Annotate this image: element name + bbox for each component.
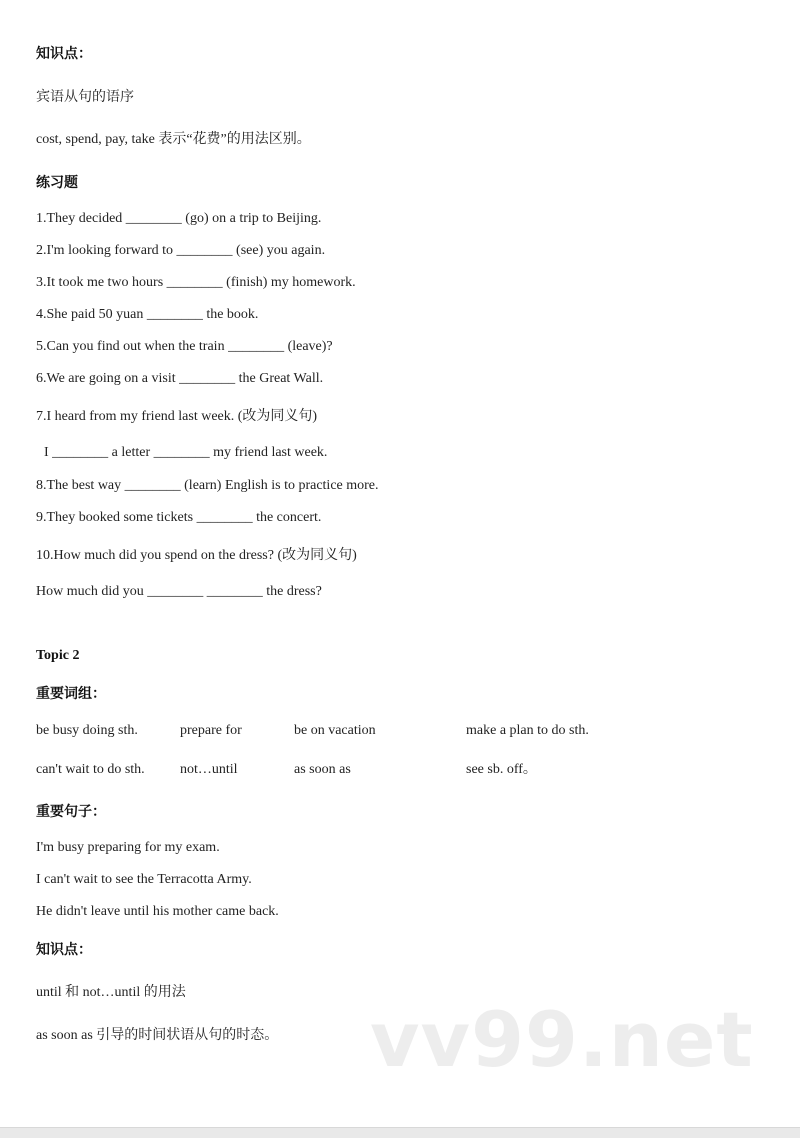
topic-title: Topic 2 <box>36 648 80 663</box>
exercise-item: 7.I heard from my friend last week. (改为同义句) <box>36 409 318 424</box>
phrases-heading: 重要词组： <box>36 686 106 702</box>
knowledge-point-1: 宾语从句的语序 <box>36 89 134 105</box>
page-bottom-edge <box>0 1127 800 1138</box>
phrase-item: as soon as <box>294 762 351 777</box>
exercise-item: 10.How much did you spend on the dress? (改为同义句) <box>36 548 357 563</box>
exercise-item: 1.They decided ________ (go) on a trip to Beijing. <box>36 211 322 226</box>
exercise-item: 4.She paid 50 yuan ________ the book. <box>36 307 259 322</box>
phrase-item: prepare for <box>180 723 242 738</box>
sentences-heading: 重要句子： <box>36 804 106 820</box>
knowledge-point-4: as soon as 引导的时间状语从句的时态。 <box>36 1028 279 1043</box>
knowledge-heading: 知识点： <box>36 46 92 62</box>
exercise-item: 2.I'm looking forward to ________ (see) you again. <box>36 243 326 258</box>
sentence-item: I'm busy preparing for my exam. <box>36 840 220 855</box>
exercise-item: 3.It took me two hours ________ (finish) my homework. <box>36 275 356 290</box>
exercise-item: I ________ a letter ________ my friend last week. <box>44 445 328 460</box>
phrase-item: not…until <box>180 762 238 777</box>
watermark: vv99.net <box>370 995 754 1084</box>
exercise-item: 5.Can you find out when the train ________ (leave)? <box>36 339 333 354</box>
knowledge-point-3: until 和 not…until 的用法 <box>36 985 186 1000</box>
knowledge-heading-2: 知识点： <box>36 942 92 958</box>
knowledge-point-2: cost, spend, pay, take 表示“花费”的用法区别。 <box>36 132 311 147</box>
exercise-item: How much did you ________ ________ the dress? <box>36 584 322 599</box>
exercise-item: 9.They booked some tickets ________ the concert. <box>36 510 322 525</box>
phrase-item: be busy doing sth. <box>36 723 138 738</box>
sentence-item: I can't wait to see the Terracotta Army. <box>36 872 252 887</box>
phrase-item: see sb. off。 <box>466 762 537 777</box>
sentence-item: He didn't leave until his mother came back. <box>36 904 279 919</box>
exercise-item: 8.The best way ________ (learn) English is to practice more. <box>36 478 379 493</box>
exercise-item: 6.We are going on a visit ________ the Great Wall. <box>36 371 324 386</box>
exercise-heading: 练习题 <box>36 175 78 191</box>
phrase-item: can't wait to do sth. <box>36 762 145 777</box>
phrase-item: make a plan to do sth. <box>466 723 589 738</box>
phrase-item: be on vacation <box>294 723 376 738</box>
